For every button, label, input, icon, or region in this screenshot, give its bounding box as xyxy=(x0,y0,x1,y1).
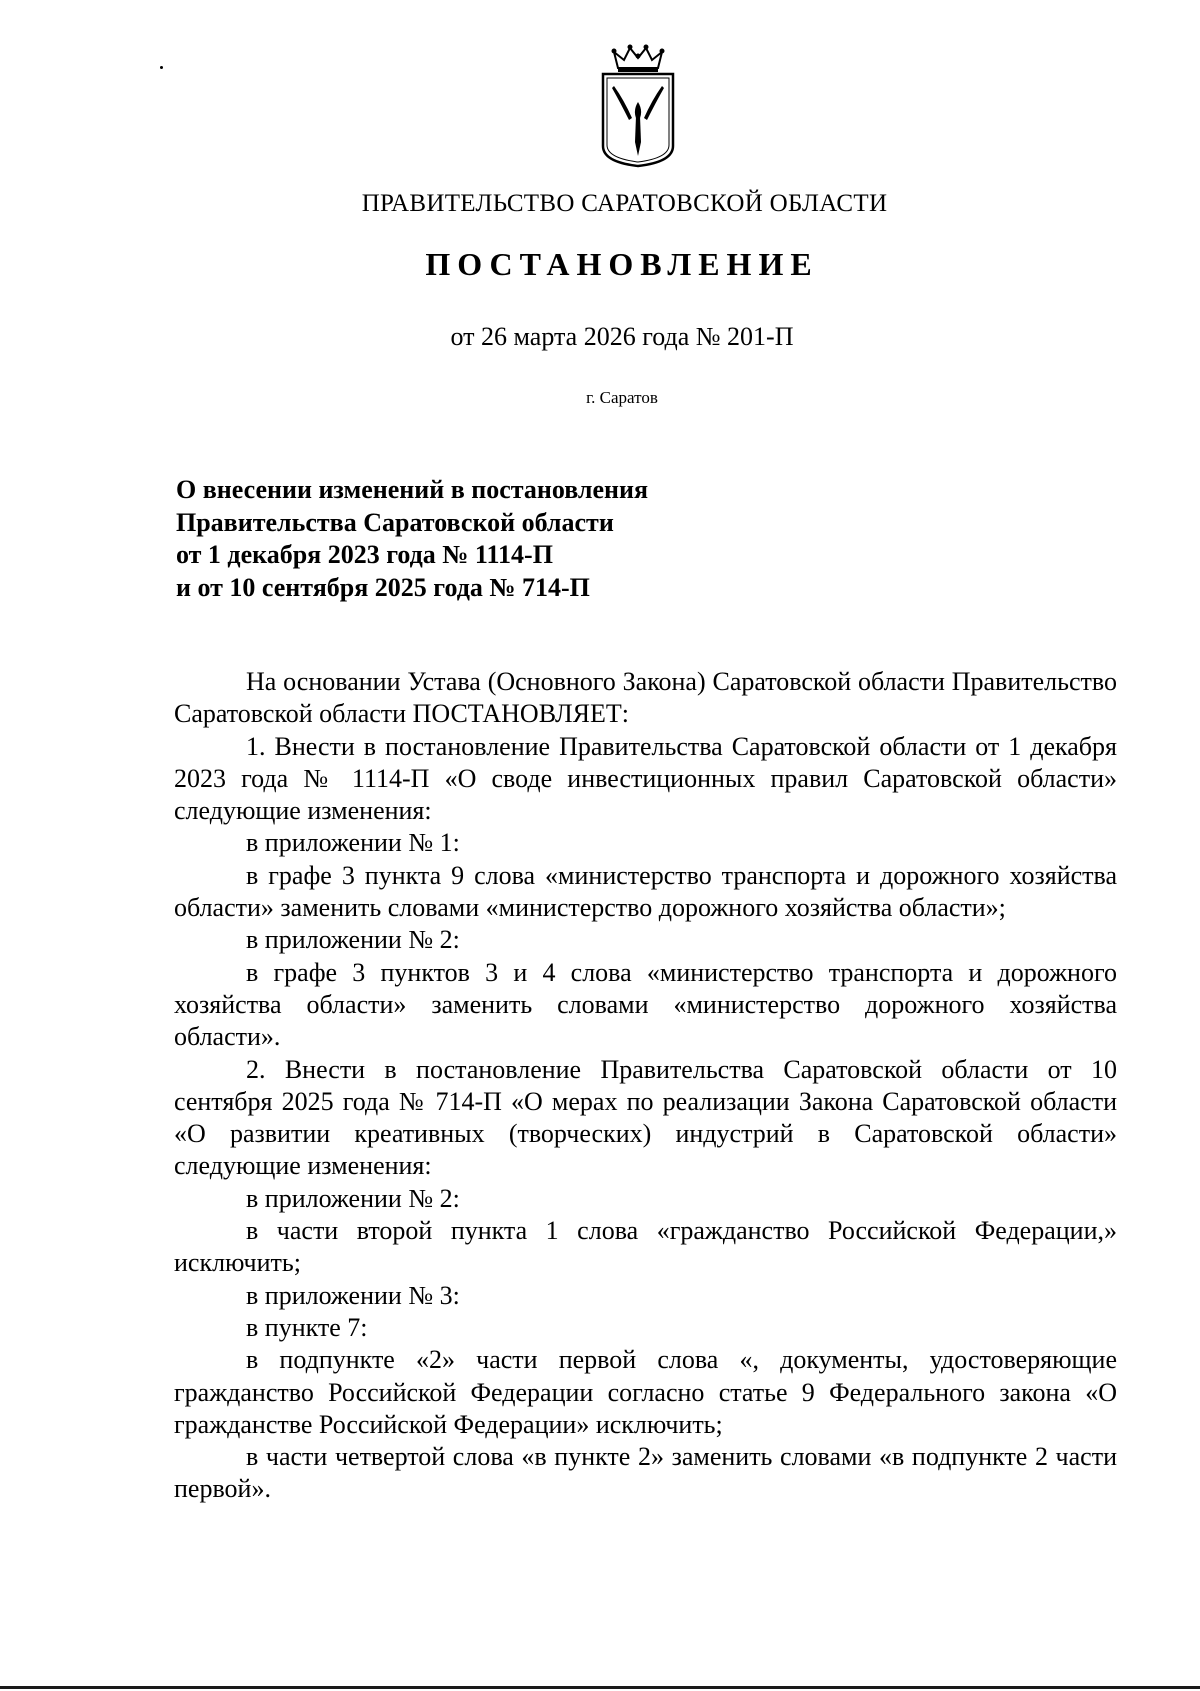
body-paragraph: в приложении № 2: xyxy=(246,925,460,955)
body-paragraph: в приложении № 1: xyxy=(246,828,460,858)
body-paragraph: 2. Внести в постановление Правительства Саратовской области от 10 сентября 2025 года № 714-П «О мерах по реализации Закона Саратовской области «О развитии креативных (творческих) индустрий в Саратовской области» следующие изменения: xyxy=(174,1054,1117,1181)
subject-line: от 1 декабря 2023 года № 1114-П xyxy=(176,540,553,569)
scan-speck xyxy=(160,66,163,69)
document-body xyxy=(174,666,1117,1506)
body-paragraph: в части второй пункта 1 слова «гражданство Российской Федерации,» исключить; xyxy=(174,1216,1117,1278)
body-paragraph: в приложении № 3: xyxy=(246,1280,460,1310)
body-paragraph: в приложении № 2: xyxy=(246,1183,460,1213)
body-paragraph: 1. Внести в постановление Правительства Саратовской области от 1 декабря 2023 года № 1114-П «О своде инвестиционных правил Саратовской области» следующие изменения: xyxy=(174,731,1117,826)
body-paragraph: в пункте 7: xyxy=(246,1312,368,1342)
document-date-number: от 26 марта 2026 года № 201-П xyxy=(450,322,794,351)
saratov-coat-of-arms-icon xyxy=(600,44,676,168)
subject-line: и от 10 сентября 2025 года № 714-П xyxy=(176,572,590,602)
document-subject xyxy=(176,474,776,604)
scan-edge-line xyxy=(0,1686,1200,1689)
subject-line: О внесении изменений в постановления xyxy=(176,475,649,504)
body-paragraph: в графе 3 пункта 9 слова «министерство транспорта и дорожного хозяйства области» заменить словами «министерство дорожного хозяйства области»; xyxy=(174,860,1117,923)
body-paragraph: На основании Устава (Основного Закона) Саратовской области Правительство Саратовской области ПОСТАНОВЛЯЕТ: xyxy=(174,667,1117,729)
body-paragraph: в подпункте «2» части первой слова «, документы, удостоверяющие гражданство Российской Федерации согласно статье 9 Федерального закона «О гражданстве Российской Федерации» исключить; xyxy=(174,1345,1117,1439)
document-city: г. Саратов xyxy=(586,388,658,407)
body-paragraph: в графе 3 пунктов 3 и 4 слова «министерство транспорта и дорожного хозяйства области» заменить словами «министерство дорожного хозяйства области». xyxy=(174,957,1117,1052)
government-title: ПРАВИТЕЛЬСТВО САРАТОВСКОЙ ОБЛАСТИ xyxy=(361,190,888,217)
body-paragraph: в части четвертой слова «в пункте 2» заменить словами «в подпункте 2 части первой». xyxy=(174,1442,1117,1504)
subject-line: Правительства Саратовской области xyxy=(176,507,614,537)
document-kind: ПОСТАНОВЛЕНИЕ xyxy=(425,246,819,282)
